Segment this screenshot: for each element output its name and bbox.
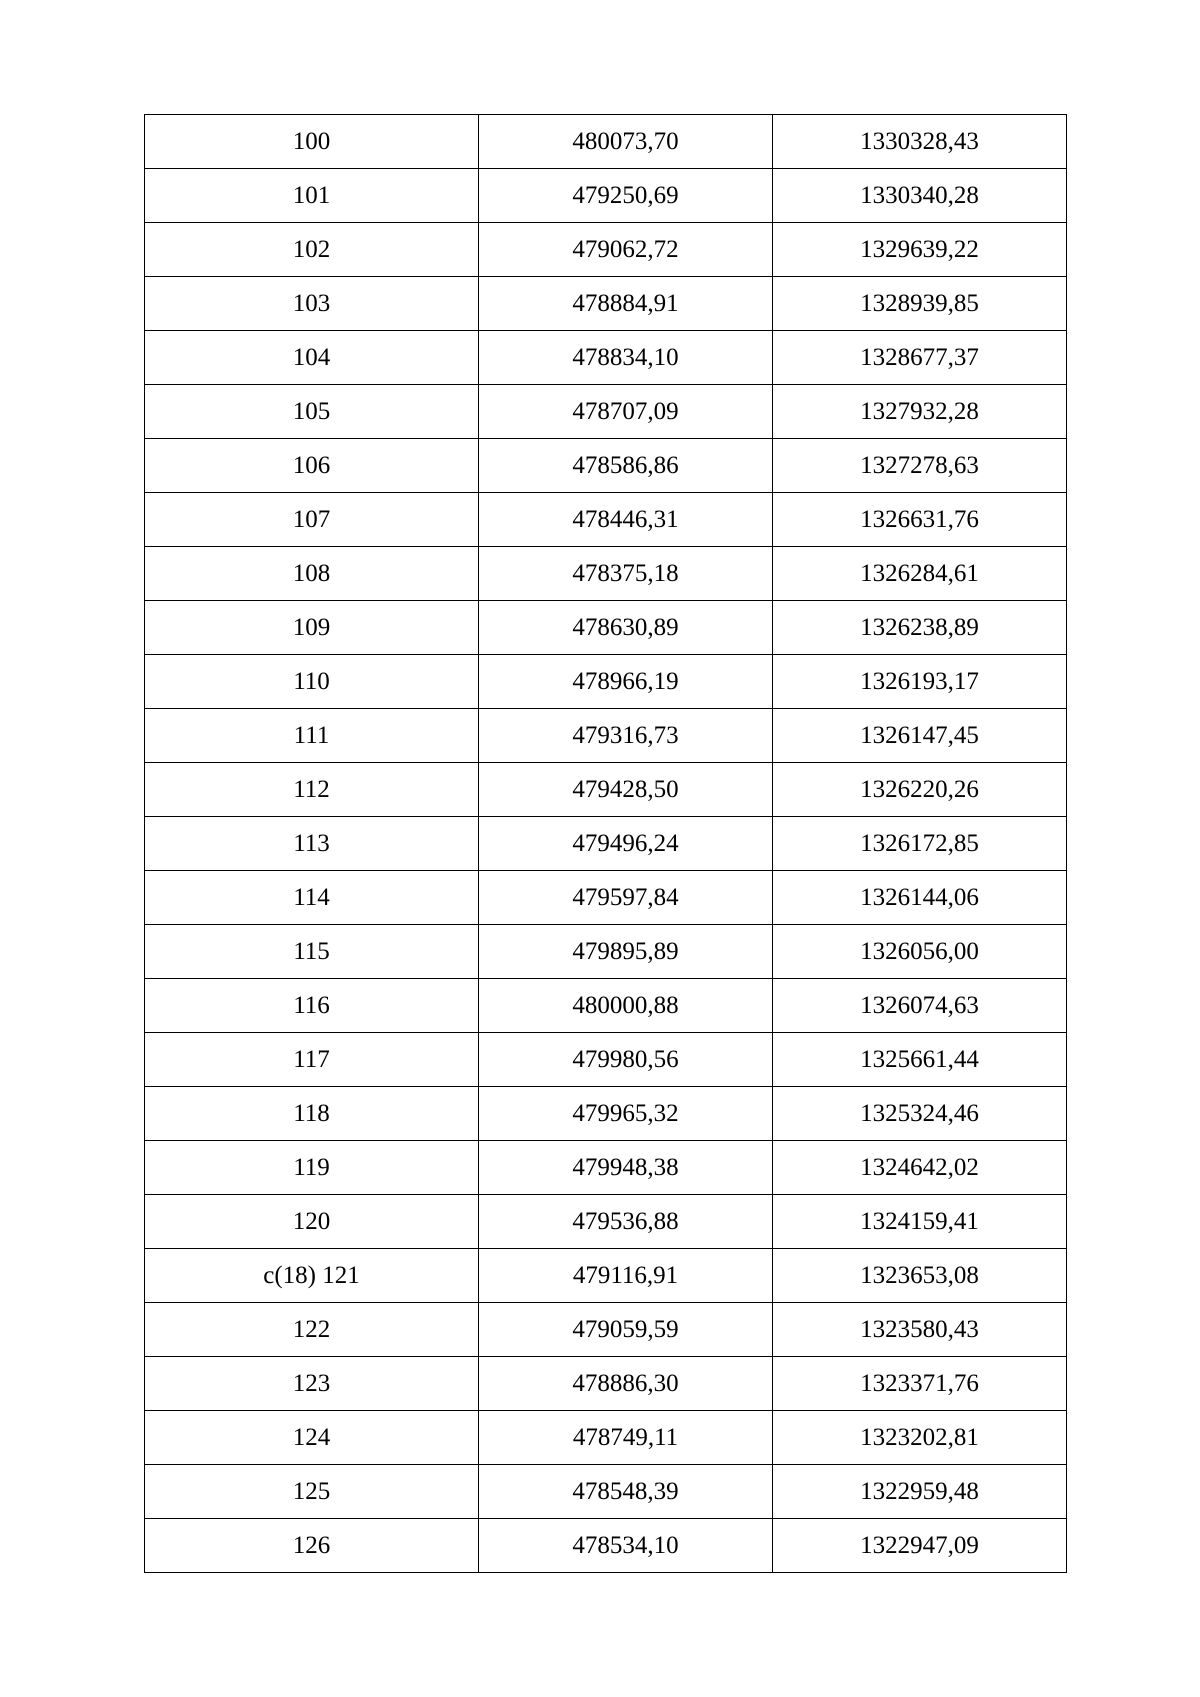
y-coordinate-cell: 1328939,85 — [773, 277, 1067, 331]
point-number-cell: 113 — [145, 817, 479, 871]
y-coordinate-cell: 1323653,08 — [773, 1249, 1067, 1303]
x-coordinate-cell: 478446,31 — [479, 493, 773, 547]
x-coordinate-cell: 479316,73 — [479, 709, 773, 763]
table-row — [145, 1087, 1067, 1141]
x-coordinate-cell: 479116,91 — [479, 1249, 773, 1303]
y-coordinate-cell: 1330340,28 — [773, 169, 1067, 223]
table-row — [145, 1411, 1067, 1465]
y-coordinate-cell: 1324642,02 — [773, 1141, 1067, 1195]
y-coordinate-cell: 1329639,22 — [773, 223, 1067, 277]
point-number-cell: 107 — [145, 493, 479, 547]
x-coordinate-cell: 479496,24 — [479, 817, 773, 871]
table-row — [145, 1357, 1067, 1411]
y-coordinate-cell: 1325324,46 — [773, 1087, 1067, 1141]
x-coordinate-cell: 478375,18 — [479, 547, 773, 601]
x-coordinate-cell: 479895,89 — [479, 925, 773, 979]
x-coordinate-cell: 478548,39 — [479, 1465, 773, 1519]
x-coordinate-cell: 478886,30 — [479, 1357, 773, 1411]
point-number-cell: 101 — [145, 169, 479, 223]
x-coordinate-cell: 478586,86 — [479, 439, 773, 493]
y-coordinate-cell: 1326220,26 — [773, 763, 1067, 817]
y-coordinate-cell: 1326147,45 — [773, 709, 1067, 763]
point-number-cell: 108 — [145, 547, 479, 601]
table-row — [145, 115, 1067, 169]
y-coordinate-cell: 1324159,41 — [773, 1195, 1067, 1249]
x-coordinate-cell: 479062,72 — [479, 223, 773, 277]
y-coordinate-cell: 1327932,28 — [773, 385, 1067, 439]
x-coordinate-cell: 479597,84 — [479, 871, 773, 925]
x-coordinate-cell: 478834,10 — [479, 331, 773, 385]
table-row — [145, 547, 1067, 601]
y-coordinate-cell: 1323580,43 — [773, 1303, 1067, 1357]
y-coordinate-cell: 1328677,37 — [773, 331, 1067, 385]
x-coordinate-cell: 480073,70 — [479, 115, 773, 169]
table-row — [145, 871, 1067, 925]
y-coordinate-cell: 1326172,85 — [773, 817, 1067, 871]
point-number-cell: 103 — [145, 277, 479, 331]
table-row — [145, 925, 1067, 979]
y-coordinate-cell: 1323371,76 — [773, 1357, 1067, 1411]
coordinates-table-body — [145, 115, 1067, 1573]
table-row — [145, 223, 1067, 277]
point-number-cell: 112 — [145, 763, 479, 817]
table-row — [145, 979, 1067, 1033]
point-number-cell: 102 — [145, 223, 479, 277]
x-coordinate-cell: 479980,56 — [479, 1033, 773, 1087]
x-coordinate-cell: 479536,88 — [479, 1195, 773, 1249]
table-row — [145, 655, 1067, 709]
table-row — [145, 439, 1067, 493]
point-number-cell: 105 — [145, 385, 479, 439]
point-number-cell: 117 — [145, 1033, 479, 1087]
table-row — [145, 763, 1067, 817]
x-coordinate-cell: 479948,38 — [479, 1141, 773, 1195]
point-number-cell: 111 — [145, 709, 479, 763]
table-row — [145, 1033, 1067, 1087]
point-number-cell: 125 — [145, 1465, 479, 1519]
table-row — [145, 709, 1067, 763]
point-number-cell: 100 — [145, 115, 479, 169]
x-coordinate-cell: 480000,88 — [479, 979, 773, 1033]
x-coordinate-cell: 479250,69 — [479, 169, 773, 223]
point-number-cell: 114 — [145, 871, 479, 925]
point-number-cell: 109 — [145, 601, 479, 655]
table-row — [145, 1195, 1067, 1249]
point-number-cell: 104 — [145, 331, 479, 385]
table-row — [145, 1465, 1067, 1519]
point-number-cell: 124 — [145, 1411, 479, 1465]
y-coordinate-cell: 1326056,00 — [773, 925, 1067, 979]
x-coordinate-cell: 478534,10 — [479, 1519, 773, 1573]
coordinates-table — [144, 114, 1067, 1573]
y-coordinate-cell: 1323202,81 — [773, 1411, 1067, 1465]
y-coordinate-cell: 1322947,09 — [773, 1519, 1067, 1573]
point-number-cell: 126 — [145, 1519, 479, 1573]
point-number-cell: 118 — [145, 1087, 479, 1141]
point-number-cell: 123 — [145, 1357, 479, 1411]
point-number-cell: 106 — [145, 439, 479, 493]
table-row — [145, 817, 1067, 871]
table-row — [145, 1249, 1067, 1303]
y-coordinate-cell: 1326074,63 — [773, 979, 1067, 1033]
point-number-cell: 120 — [145, 1195, 479, 1249]
y-coordinate-cell: 1330328,43 — [773, 115, 1067, 169]
y-coordinate-cell: 1326193,17 — [773, 655, 1067, 709]
x-coordinate-cell: 479059,59 — [479, 1303, 773, 1357]
y-coordinate-cell: 1326631,76 — [773, 493, 1067, 547]
table-row — [145, 1141, 1067, 1195]
y-coordinate-cell: 1326144,06 — [773, 871, 1067, 925]
x-coordinate-cell: 478749,11 — [479, 1411, 773, 1465]
table-row — [145, 601, 1067, 655]
y-coordinate-cell: 1326284,61 — [773, 547, 1067, 601]
point-number-cell: c(18) 121 — [145, 1249, 479, 1303]
point-number-cell: 119 — [145, 1141, 479, 1195]
point-number-cell: 115 — [145, 925, 479, 979]
point-number-cell: 116 — [145, 979, 479, 1033]
table-row — [145, 1303, 1067, 1357]
y-coordinate-cell: 1322959,48 — [773, 1465, 1067, 1519]
x-coordinate-cell: 479965,32 — [479, 1087, 773, 1141]
table-row — [145, 385, 1067, 439]
x-coordinate-cell: 479428,50 — [479, 763, 773, 817]
table-row — [145, 331, 1067, 385]
x-coordinate-cell: 478630,89 — [479, 601, 773, 655]
x-coordinate-cell: 478966,19 — [479, 655, 773, 709]
point-number-cell: 110 — [145, 655, 479, 709]
x-coordinate-cell: 478707,09 — [479, 385, 773, 439]
table-row — [145, 169, 1067, 223]
x-coordinate-cell: 478884,91 — [479, 277, 773, 331]
table-row — [145, 1519, 1067, 1573]
y-coordinate-cell: 1325661,44 — [773, 1033, 1067, 1087]
y-coordinate-cell: 1326238,89 — [773, 601, 1067, 655]
table-row — [145, 277, 1067, 331]
point-number-cell: 122 — [145, 1303, 479, 1357]
y-coordinate-cell: 1327278,63 — [773, 439, 1067, 493]
table-row — [145, 493, 1067, 547]
